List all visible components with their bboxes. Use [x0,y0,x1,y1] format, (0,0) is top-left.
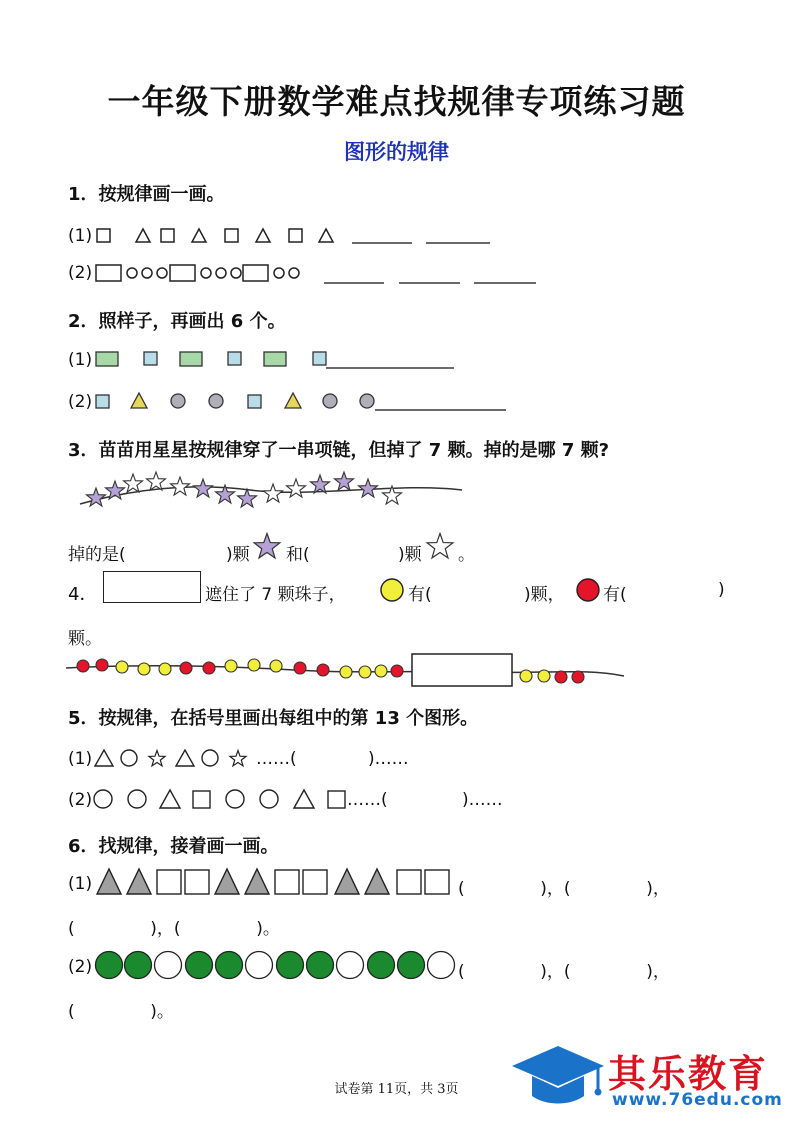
white-star [124,474,143,492]
q1-part1-label: (1) [68,226,93,246]
gray-triangle [127,869,151,894]
green-rectangle [96,352,118,366]
cover-box [103,571,201,603]
yellow-bead [520,670,532,682]
red-bead [96,659,108,671]
triangle-shape [192,229,206,242]
gray-circle [171,394,185,408]
square-shape [275,870,299,894]
rectangle-shape [170,265,195,281]
purple-star [335,472,354,490]
gray-triangle [365,869,389,894]
q5-part2-shapes [92,785,352,815]
q6-part1-label: (1) [68,874,93,894]
white-star [147,472,166,490]
green-rectangle [180,352,202,366]
page-footer: 试卷第 11页，共 3页 [334,1082,459,1097]
gray-triangle [97,869,121,894]
gray-triangle [335,869,359,894]
yellow-bead [359,666,371,678]
gray-triangle [245,869,269,894]
purple-star [238,489,257,507]
white-star-icon [426,532,456,562]
blue-square [96,395,109,408]
q5-part1-shapes [93,744,258,774]
q6-part1-shapes [95,866,460,900]
circle-shape [226,790,244,808]
square-shape [328,791,345,808]
green-circle [125,952,152,979]
q5-part1-label: (1) [68,749,93,769]
q2-part2-label: (2) [68,392,93,412]
square-shape [289,229,302,242]
q2-part2-shapes [94,388,514,418]
circle-shape [128,790,146,808]
purple-star [87,488,106,506]
gray-triangle [215,869,239,894]
circle-shape [142,268,152,278]
square-shape [303,870,327,894]
purple-star [194,479,213,497]
q6-part2-label: (2) [68,957,93,977]
white-circle [428,952,455,979]
square-shape [397,870,421,894]
red-bead [77,660,89,672]
white-star [287,479,306,497]
q1-part2-shapes [94,258,544,290]
q3-answer-mid2: )颗 [398,545,422,565]
white-circle [337,952,364,979]
q1-part1-shapes [94,222,494,252]
circle-shape [121,750,137,766]
blue-square [248,395,261,408]
q6-part1-blanks-line1: ( )，( )， [458,879,670,899]
yellow-bead [225,660,237,672]
q6-part2-blanks-line2: ( )。 [68,1002,174,1022]
q4-line2: 颗。 [68,629,102,649]
page-title: 一年级下册数学难点找规律专项练习题 [107,82,686,121]
yellow-bead [270,660,282,672]
triangle-shape [294,790,314,808]
yellow-bead [116,661,128,673]
circle-shape [260,790,278,808]
q5-part2-label: (2) [68,790,93,810]
white-circle [246,952,273,979]
yellow-bead [159,663,171,675]
q6-part2-blanks-line1: ( )，( )， [458,962,670,982]
q6-part2-shapes [94,948,459,984]
star-shape [149,751,165,766]
star-necklace [70,462,470,522]
graduation-cap-icon [508,1040,608,1112]
red-bead [294,662,306,674]
yellow-bead-icon [378,576,408,606]
yellow-bead [375,665,387,677]
white-star [264,484,283,502]
rectangle-shape [243,265,268,281]
gray-circle [323,394,337,408]
green-circle [307,952,334,979]
cover-box-on-string [412,654,512,686]
green-circle [96,952,123,979]
green-circle [368,952,395,979]
q4-yellow-have: 有( [408,585,432,605]
purple-star [311,475,330,493]
square-shape [193,791,210,808]
star-shape [230,751,246,766]
gray-circle [209,394,223,408]
q5-heading: 5．按规律，在括号里画出每组中的第 13 个图形。 [68,708,479,729]
square-shape [185,870,209,894]
yellow-bead [538,670,550,682]
logo-name: 其乐教育 [608,1052,769,1096]
q4-yellow-close: )颗， [524,585,565,605]
red-bead-icon [574,576,604,606]
q3-heading: 3．苗苗用星星按规律穿了一串项链，但掉了 7 颗。掉的是哪 7 颗? [68,440,610,461]
red-bead [391,665,403,677]
logo-url: www.76edu.com [612,1090,783,1110]
white-star [171,477,190,495]
triangle-shape [95,750,113,766]
circle-shape [127,268,137,278]
q5-part2-tail: ……( [347,790,388,810]
page-subtitle: 图形的规律 [344,140,449,164]
yellow-bead [248,659,260,671]
triangle-shape [319,229,333,242]
green-circle [216,952,243,979]
yellow-bead [340,666,352,678]
yellow-triangle [131,393,147,408]
circle-shape [201,268,211,278]
circle-shape [157,268,167,278]
white-circle [155,952,182,979]
circle-shape [274,268,284,278]
circle-shape [216,268,226,278]
green-rectangle [264,352,286,366]
square-shape [157,870,181,894]
purple-star [359,479,378,497]
blue-square [313,352,326,365]
yellow-bead [138,663,150,675]
circle-shape [231,268,241,278]
circle-shape [202,750,218,766]
square-shape [425,870,449,894]
q2-heading: 2．照样子，再画出 6 个。 [68,311,286,332]
triangle-shape [176,750,194,766]
q5-part1-tail: ……( [256,749,297,769]
q6-heading: 6．找规律，接着画一画。 [68,836,279,857]
triangle-shape [256,229,270,242]
q3-answer-and: 和( [286,545,310,565]
q1-heading: 1．按规律画一画。 [68,184,225,205]
q5-part2-end: )…… [462,790,503,810]
purple-star-icon [253,532,283,562]
triangle-shape [160,790,180,808]
q4-text1: 遮住了 7 颗珠子， [205,585,346,605]
q4-red-have: 有( [603,585,627,605]
blue-square [228,352,241,365]
bead-string [64,650,629,694]
square-shape [161,229,174,242]
yellow-triangle [285,393,301,408]
green-circle [277,952,304,979]
q4-number: 4． [68,584,98,605]
q2-part1-shapes [94,346,464,376]
rectangle-shape [96,265,121,281]
q6-part1-blanks-line2: ( )，( )。 [68,919,280,939]
triangle-shape [136,229,150,242]
q3-answer-end: 。 [458,545,475,565]
q1-part2-label: (2) [68,263,93,283]
q3-answer-mid1: )颗 [226,545,250,565]
square-shape [225,229,238,242]
green-circle [186,952,213,979]
red-bead [203,662,215,674]
green-circle [398,952,425,979]
q4-red-close: ) [718,580,725,600]
red-bead [317,664,329,676]
red-bead [555,671,567,683]
red-bead [572,671,584,683]
blue-square [144,352,157,365]
square-shape [97,229,110,242]
q3-answer-prefix: 掉的是( [68,545,126,565]
circle-shape [94,790,112,808]
q2-part1-label: (1) [68,350,93,370]
gray-circle [360,394,374,408]
q5-part1-end: )…… [368,749,409,769]
circle-shape [289,268,299,278]
red-bead [180,662,192,674]
